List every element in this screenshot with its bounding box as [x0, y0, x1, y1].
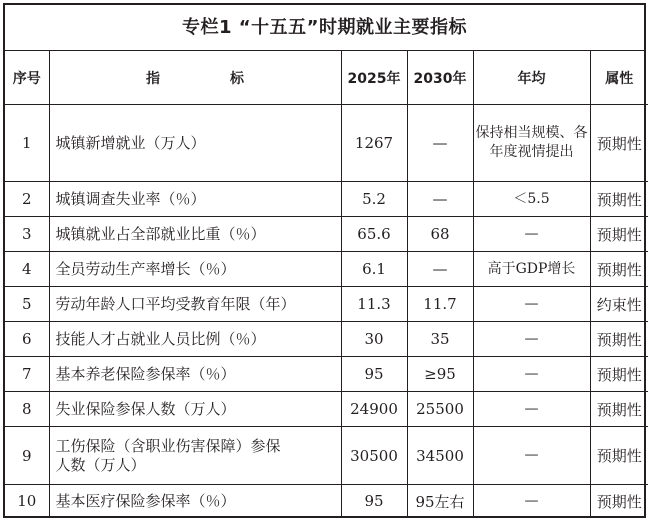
row-2025-value: 95 — [341, 357, 407, 392]
row-2030-value: 25500 — [407, 392, 473, 427]
row-index: 8 — [5, 392, 49, 427]
row-indicator: 技能人才占就业人员比例（％） — [49, 322, 341, 357]
row-indicator: 城镇新增就业（万人） — [49, 105, 341, 182]
row-annual-value: ＜5.5 — [473, 182, 590, 217]
table-row — [5, 287, 648, 322]
table-row — [5, 105, 648, 182]
row-2030-value: 11.7 — [407, 287, 473, 322]
header-attribute: 属性 — [590, 51, 648, 105]
row-indicator: 基本养老保险参保率（％） — [49, 357, 341, 392]
table-title: 专栏1 “十五五”时期就业主要指标 — [5, 5, 644, 51]
indicator-table-panel — [3, 3, 646, 518]
row-indicator: 失业保险参保人数（万人） — [49, 392, 341, 427]
indicator-table — [5, 51, 648, 518]
row-annual-value: — — [473, 392, 590, 427]
row-2025-value: 95 — [341, 485, 407, 518]
row-annual-value: — — [473, 217, 590, 252]
row-index: 3 — [5, 217, 49, 252]
row-indicator: 全员劳动生产率增长（％） — [49, 252, 341, 287]
row-indicator: 工伤保险（含职业伤害保障）参保人数（万人） — [49, 427, 341, 485]
row-index: 9 — [5, 427, 49, 485]
row-index: 7 — [5, 357, 49, 392]
row-attribute: 预期性 — [590, 485, 648, 518]
row-2030-value: 35 — [407, 322, 473, 357]
row-2025-value: 65.6 — [341, 217, 407, 252]
table-row — [5, 252, 648, 287]
header-indicator: 指 标 — [49, 51, 341, 105]
row-index: 6 — [5, 322, 49, 357]
table-row — [5, 427, 648, 485]
row-2025-value: 30 — [341, 322, 407, 357]
row-annual-value: — — [473, 287, 590, 322]
row-index: 4 — [5, 252, 49, 287]
header-annual: 年均 — [473, 51, 590, 105]
header-2030: 2030年 — [407, 51, 473, 105]
row-indicator: 城镇调查失业率（％） — [49, 182, 341, 217]
row-2025-value: 1267 — [341, 105, 407, 182]
row-attribute: 预期性 — [590, 105, 648, 182]
row-attribute: 预期性 — [590, 357, 648, 392]
row-index: 1 — [5, 105, 49, 182]
row-2030-value: — — [407, 105, 473, 182]
row-annual-value: 保持相当规模、各年度视情提出 — [473, 105, 590, 182]
row-2030-value: 34500 — [407, 427, 473, 485]
row-attribute: 约束性 — [590, 287, 648, 322]
row-attribute: 预期性 — [590, 182, 648, 217]
row-indicator: 城镇就业占全部就业比重（％） — [49, 217, 341, 252]
row-attribute: 预期性 — [590, 427, 648, 485]
row-2025-value: 6.1 — [341, 252, 407, 287]
row-annual-value: — — [473, 322, 590, 357]
row-indicator: 基本医疗保险参保率（％） — [49, 485, 341, 518]
row-index: 10 — [5, 485, 49, 518]
table-row — [5, 217, 648, 252]
row-2025-value: 30500 — [341, 427, 407, 485]
row-annual-value: — — [473, 427, 590, 485]
row-annual-value: — — [473, 357, 590, 392]
row-2030-value: — — [407, 182, 473, 217]
header-index: 序号 — [5, 51, 49, 105]
table-row — [5, 322, 648, 357]
row-index: 5 — [5, 287, 49, 322]
row-attribute: 预期性 — [590, 217, 648, 252]
row-attribute: 预期性 — [590, 252, 648, 287]
table-row — [5, 182, 648, 217]
row-indicator: 劳动年龄人口平均受教育年限（年） — [49, 287, 341, 322]
row-attribute: 预期性 — [590, 322, 648, 357]
table-row — [5, 357, 648, 392]
row-2030-value: 95左右 — [407, 485, 473, 518]
row-annual-value: 高于GDP增长 — [473, 252, 590, 287]
table-row — [5, 392, 648, 427]
row-2030-value: 68 — [407, 217, 473, 252]
row-2025-value: 11.3 — [341, 287, 407, 322]
row-2030-value: — — [407, 252, 473, 287]
row-attribute: 预期性 — [590, 392, 648, 427]
row-2025-value: 24900 — [341, 392, 407, 427]
table-row — [5, 485, 648, 518]
header-2025: 2025年 — [341, 51, 407, 105]
row-index: 2 — [5, 182, 49, 217]
row-2025-value: 5.2 — [341, 182, 407, 217]
row-2030-value: ≥95 — [407, 357, 473, 392]
row-annual-value: — — [473, 485, 590, 518]
header-row — [5, 51, 648, 105]
